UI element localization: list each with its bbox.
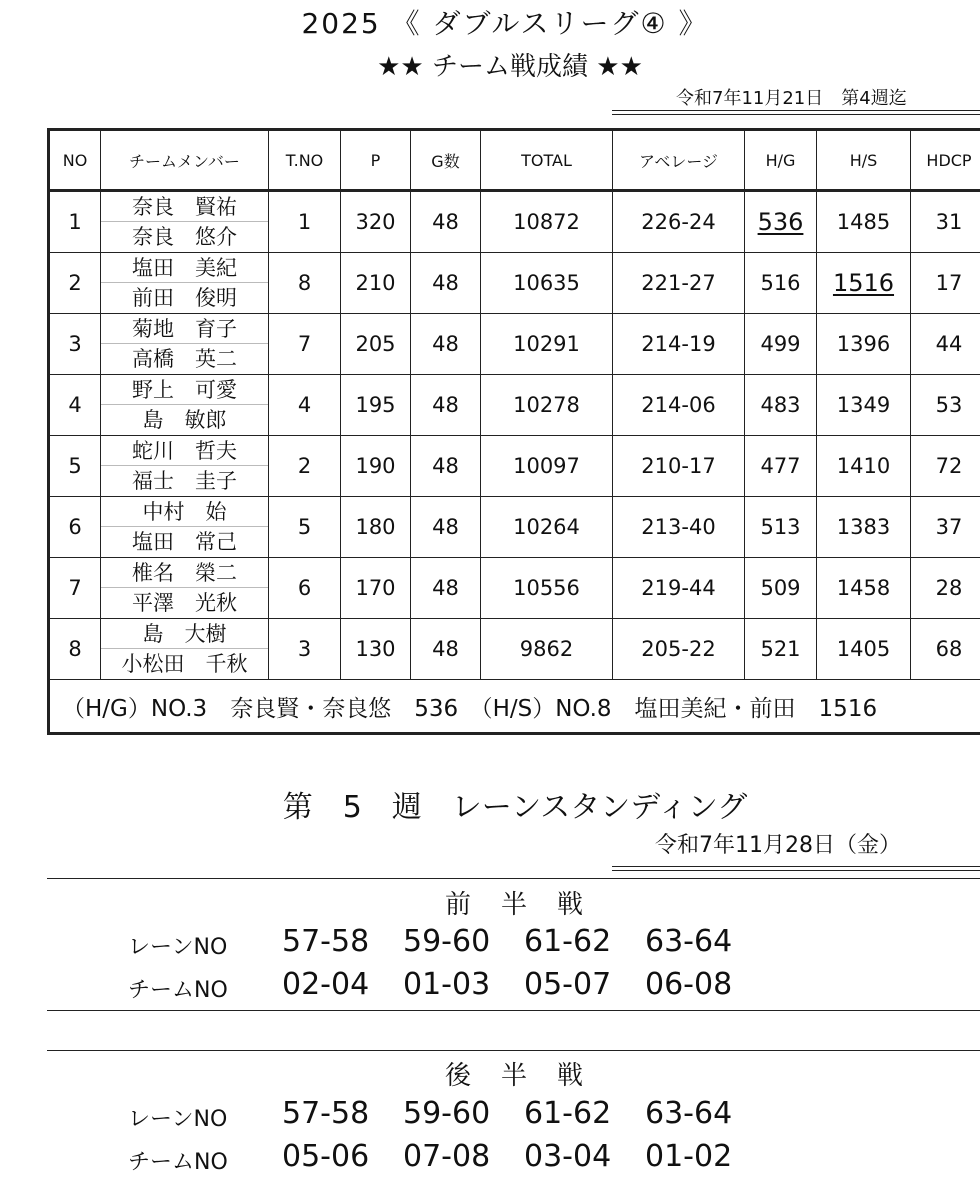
first-half-team: 02-04 xyxy=(282,967,370,1002)
team-results-table xyxy=(47,128,980,735)
cell-tno: 1 xyxy=(269,191,341,253)
cell-total: 10291 xyxy=(481,314,613,375)
cell-hg: 477 xyxy=(745,436,817,497)
table-row xyxy=(49,497,980,558)
member-1: 塩田 美紀 xyxy=(101,253,268,283)
cell-members xyxy=(101,253,269,314)
cell-games: 48 xyxy=(411,191,481,253)
second-half-lane-label: レーンNO xyxy=(128,1107,228,1132)
cell-hs xyxy=(817,253,911,314)
cell-tno: 4 xyxy=(269,375,341,436)
cell-games: 48 xyxy=(411,314,481,375)
cell-hs: 1410 xyxy=(817,436,911,497)
cell-p: 195 xyxy=(341,375,411,436)
table-row xyxy=(49,436,980,497)
cell-total: 9862 xyxy=(481,619,613,680)
cell-total: 10556 xyxy=(481,558,613,619)
cell-average: 210-17 xyxy=(613,436,745,497)
page-subtitle: ★★ チーム戦成績 ★★ xyxy=(377,52,643,82)
member-1: 島 大樹 xyxy=(101,619,268,649)
cell-hs: 1349 xyxy=(817,375,911,436)
cell-games: 48 xyxy=(411,558,481,619)
cell-total: 10264 xyxy=(481,497,613,558)
cell-hdcp: 17 xyxy=(911,253,980,314)
divider xyxy=(47,1050,980,1051)
divider xyxy=(47,1010,980,1011)
cell-total: 10278 xyxy=(481,375,613,436)
cell-p: 130 xyxy=(341,619,411,680)
cell-no: 3 xyxy=(49,314,101,375)
cell-p: 205 xyxy=(341,314,411,375)
cell-members xyxy=(101,375,269,436)
high-game-value: 536 xyxy=(757,208,804,236)
member-2: 塩田 常己 xyxy=(132,530,237,554)
table-row xyxy=(49,375,980,436)
summary-text: （H/G）NO.3 奈良賢・奈良悠 536 （H/S）NO.8 塩田美紀・前田 1516 xyxy=(49,680,980,734)
as-of-date: 令和7年11月21日 第4週迄 xyxy=(676,88,907,109)
second-half-lane: 63-64 xyxy=(645,1096,733,1131)
cell-no: 6 xyxy=(49,497,101,558)
second-half-team: 07-08 xyxy=(403,1139,491,1174)
cell-no: 7 xyxy=(49,558,101,619)
cell-p: 170 xyxy=(341,558,411,619)
cell-tno: 8 xyxy=(269,253,341,314)
cell-tno: 2 xyxy=(269,436,341,497)
cell-total: 10635 xyxy=(481,253,613,314)
header-games: G数 xyxy=(411,130,481,191)
cell-hs: 1405 xyxy=(817,619,911,680)
double-rule xyxy=(612,110,980,115)
cell-average: 214-19 xyxy=(613,314,745,375)
cell-average: 226-24 xyxy=(613,191,745,253)
cell-hdcp: 44 xyxy=(911,314,980,375)
cell-hdcp: 53 xyxy=(911,375,980,436)
cell-average: 221-27 xyxy=(613,253,745,314)
member-2: 島 敏郎 xyxy=(142,408,227,432)
cell-p: 320 xyxy=(341,191,411,253)
second-half-lane: 59-60 xyxy=(403,1096,491,1131)
cell-average: 213-40 xyxy=(613,497,745,558)
header-hdcp: HDCP xyxy=(911,130,980,191)
header-no: NO xyxy=(49,130,101,191)
member-1: 中村 始 xyxy=(101,497,268,527)
high-series-value: 1516 xyxy=(832,269,895,297)
cell-games: 48 xyxy=(411,497,481,558)
table-row xyxy=(49,558,980,619)
header-hg: H/G xyxy=(745,130,817,191)
cell-hs: 1485 xyxy=(817,191,911,253)
page-title: 2025 《 ダブルスリーグ④ 》 xyxy=(301,7,709,40)
second-half-team: 05-06 xyxy=(282,1139,370,1174)
cell-no: 2 xyxy=(49,253,101,314)
cell-average: 214-06 xyxy=(613,375,745,436)
member-1: 菊地 育子 xyxy=(101,314,268,344)
first-half-lane: 61-62 xyxy=(524,924,612,959)
cell-hdcp: 31 xyxy=(911,191,980,253)
first-half-team: 06-08 xyxy=(645,967,733,1002)
first-half-lane: 63-64 xyxy=(645,924,733,959)
member-1: 野上 可愛 xyxy=(101,375,268,405)
cell-hg xyxy=(745,191,817,253)
cell-tno: 5 xyxy=(269,497,341,558)
divider xyxy=(47,878,980,879)
cell-hg: 499 xyxy=(745,314,817,375)
member-2: 奈良 悠介 xyxy=(132,225,237,249)
first-half-lane: 57-58 xyxy=(282,924,370,959)
cell-hdcp: 28 xyxy=(911,558,980,619)
first-half-lane: 59-60 xyxy=(403,924,491,959)
member-1: 椎名 榮二 xyxy=(101,558,268,588)
header-p: P xyxy=(341,130,411,191)
second-half-lane: 61-62 xyxy=(524,1096,612,1131)
header-hs: H/S xyxy=(817,130,911,191)
cell-hdcp: 72 xyxy=(911,436,980,497)
cell-tno: 3 xyxy=(269,619,341,680)
cell-hs: 1396 xyxy=(817,314,911,375)
cell-games: 48 xyxy=(411,619,481,680)
table-row xyxy=(49,191,980,253)
cell-no: 5 xyxy=(49,436,101,497)
cell-games: 48 xyxy=(411,253,481,314)
cell-p: 180 xyxy=(341,497,411,558)
member-2: 高橋 英二 xyxy=(132,347,237,371)
cell-hg: 483 xyxy=(745,375,817,436)
cell-tno: 7 xyxy=(269,314,341,375)
member-1: 蛇川 哲夫 xyxy=(101,436,268,466)
cell-games: 48 xyxy=(411,375,481,436)
cell-hs: 1458 xyxy=(817,558,911,619)
lane-standing-date: 令和7年11月28日（金） xyxy=(655,833,901,858)
cell-no: 1 xyxy=(49,191,101,253)
cell-members xyxy=(101,558,269,619)
cell-average: 219-44 xyxy=(613,558,745,619)
table-row xyxy=(49,619,980,680)
lane-standing-title: 第 5 週 レーンスタンディング xyxy=(282,790,748,825)
first-half-team-label: チームNO xyxy=(128,978,228,1003)
cell-hg: 516 xyxy=(745,253,817,314)
cell-p: 190 xyxy=(341,436,411,497)
second-half-team: 01-02 xyxy=(645,1139,733,1174)
cell-total: 10097 xyxy=(481,436,613,497)
cell-games: 48 xyxy=(411,436,481,497)
cell-hs: 1383 xyxy=(817,497,911,558)
table-row xyxy=(49,314,980,375)
first-half-team: 01-03 xyxy=(403,967,491,1002)
member-2: 福士 圭子 xyxy=(132,469,237,493)
cell-p: 210 xyxy=(341,253,411,314)
cell-no: 8 xyxy=(49,619,101,680)
cell-hg: 513 xyxy=(745,497,817,558)
header-members: チームメンバー xyxy=(101,130,269,191)
cell-members xyxy=(101,191,269,253)
cell-members xyxy=(101,619,269,680)
cell-hg: 521 xyxy=(745,619,817,680)
header-total: TOTAL xyxy=(481,130,613,191)
table-header-row xyxy=(49,130,980,191)
cell-members xyxy=(101,497,269,558)
first-half-lane-label: レーンNO xyxy=(128,935,228,960)
member-1: 奈良 賢祐 xyxy=(101,192,268,222)
member-2: 小松田 千秋 xyxy=(121,652,248,676)
cell-members xyxy=(101,314,269,375)
first-half-title: 前 半 戦 xyxy=(444,890,585,920)
second-half-team-label: チームNO xyxy=(128,1150,228,1175)
first-half-team: 05-07 xyxy=(524,967,612,1002)
table-row xyxy=(49,253,980,314)
cell-tno: 6 xyxy=(269,558,341,619)
member-2: 平澤 光秋 xyxy=(132,591,237,615)
cell-average: 205-22 xyxy=(613,619,745,680)
header-average: アベレージ xyxy=(613,130,745,191)
header-tno: T.NO xyxy=(269,130,341,191)
double-rule xyxy=(612,866,980,871)
cell-total: 10872 xyxy=(481,191,613,253)
second-half-lane: 57-58 xyxy=(282,1096,370,1131)
second-half-title: 後 半 戦 xyxy=(444,1061,585,1091)
cell-hdcp: 37 xyxy=(911,497,980,558)
member-2: 前田 俊明 xyxy=(132,286,237,310)
summary-row xyxy=(49,680,980,734)
cell-no: 4 xyxy=(49,375,101,436)
cell-members xyxy=(101,436,269,497)
cell-hg: 509 xyxy=(745,558,817,619)
second-half-team: 03-04 xyxy=(524,1139,612,1174)
cell-hdcp: 68 xyxy=(911,619,980,680)
